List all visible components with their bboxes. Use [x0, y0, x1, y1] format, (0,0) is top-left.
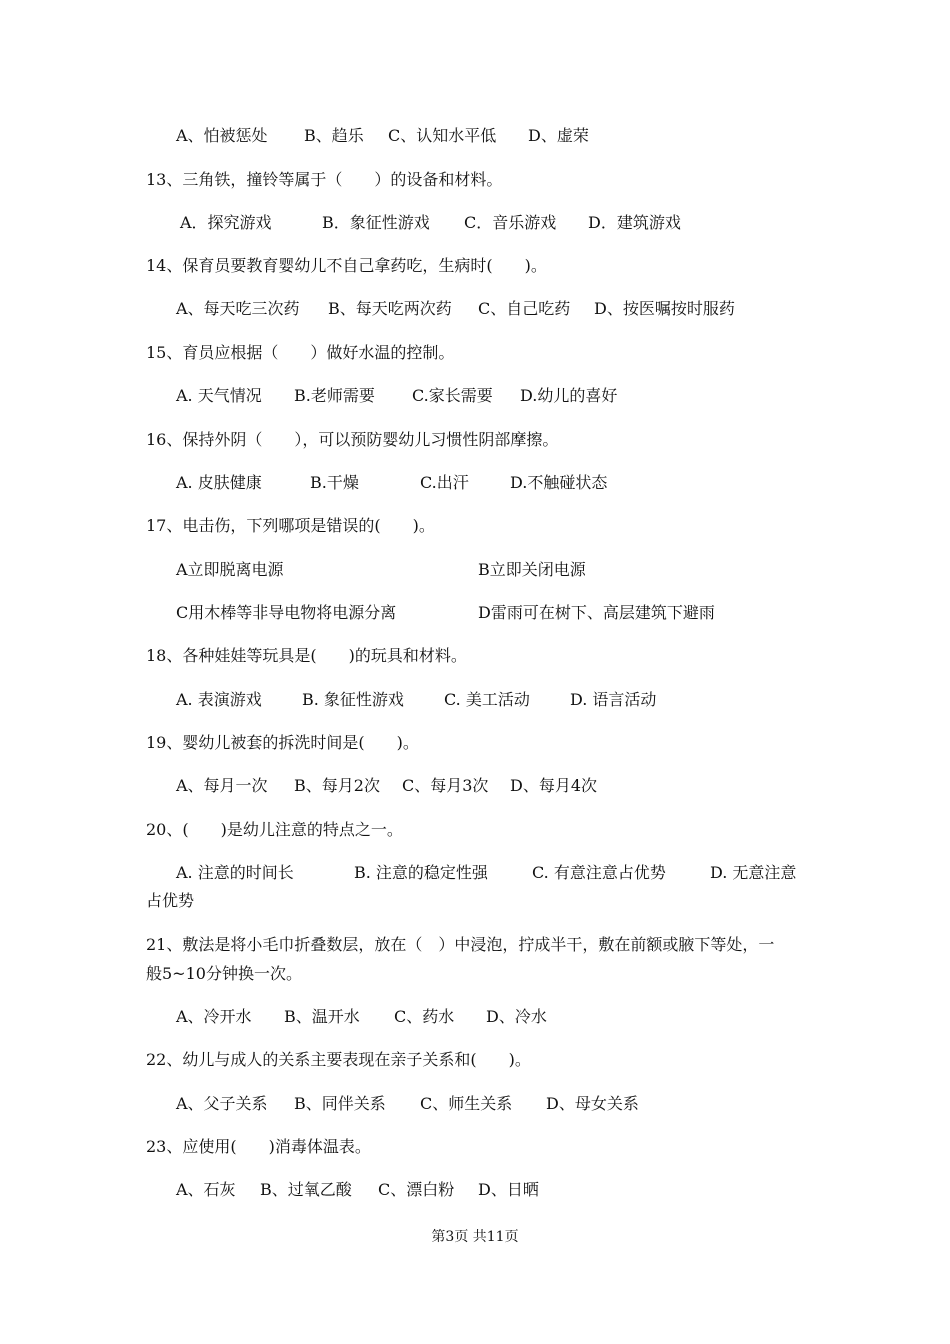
q20-option-b: B. 注意的稳定性强	[354, 863, 488, 882]
q21-option-c: C、药水	[394, 1007, 455, 1026]
q14-option-a: A、每天吃三次药	[176, 299, 300, 318]
q16-option-a: A. 皮肤健康	[176, 473, 262, 492]
q13-option-a: A．探究游戏	[180, 213, 272, 232]
q21-option-b: B、温开水	[284, 1007, 360, 1026]
q15-option-b: B.老师需要	[294, 386, 375, 405]
q21-stem-wrap: 般5~10分钟换一次。	[146, 964, 302, 983]
q20-option-a: A. 注意的时间长	[176, 863, 294, 882]
q20-option-d-wrap: 占优势	[146, 891, 195, 910]
q18-option-b: B. 象征性游戏	[302, 690, 404, 709]
q12-option-a: A、怕被惩处	[176, 126, 268, 145]
q14-option-d: D、按医嘱按时服药	[594, 299, 735, 318]
q13-option-c: C．音乐游戏	[464, 213, 557, 232]
q19-option-a: A、每月一次	[176, 776, 268, 795]
q14-stem: 14、保育员要教育婴幼儿不自己拿药吃，生病时( )。	[146, 256, 547, 275]
q18-stem: 18、各种娃娃等玩具是( )的玩具和材料。	[146, 646, 467, 665]
q23-option-c: C、漂白粉	[378, 1180, 455, 1199]
page-footer: 第3页 共11页	[431, 1229, 519, 1245]
q20-stem: 20、( )是幼儿注意的特点之一。	[146, 820, 403, 839]
q17-option-a: A立即脱离电源	[176, 560, 284, 579]
q18-option-a: A. 表演游戏	[176, 690, 262, 709]
q22-option-b: B、同伴关系	[294, 1094, 386, 1113]
q16-option-c: C.出汗	[420, 473, 469, 492]
q23-option-a: A、石灰	[176, 1180, 236, 1199]
q15-option-c: C.家长需要	[412, 386, 493, 405]
q21-stem: 21、敷法是将小毛巾折叠数层，放在（ ）中浸泡，拧成半干，敷在前额或腋下等处，一	[146, 935, 775, 954]
q17-stem: 17、电击伤，下列哪项是错误的( )。	[146, 516, 435, 535]
q12-option-d: D、虚荣	[528, 126, 589, 145]
q21-option-d: D、冷水	[486, 1007, 547, 1026]
q17-option-d: D雷雨可在树下、高层建筑下避雨	[478, 603, 715, 622]
q18-option-c: C. 美工活动	[444, 690, 530, 709]
q16-option-b: B.干燥	[310, 473, 359, 492]
q13-option-d: D．建筑游戏	[588, 213, 681, 232]
q15-stem: 15、育员应根据（ ）做好水温的控制。	[146, 343, 455, 362]
q14-option-b: B、每天吃两次药	[328, 299, 452, 318]
q14-option-c: C、自己吃药	[478, 299, 571, 318]
q13-option-b: B．象征性游戏	[322, 213, 430, 232]
q19-option-c: C、每月3次	[402, 776, 489, 795]
q15-option-d: D.幼儿的喜好	[520, 386, 618, 405]
q16-option-d: D.不触碰状态	[510, 473, 608, 492]
q23-option-b: B、过氧乙酸	[260, 1180, 352, 1199]
q12-option-b: B、趋乐	[304, 126, 364, 145]
q21-option-a: A、冷开水	[176, 1007, 252, 1026]
q19-stem: 19、婴幼儿被套的拆洗时间是( )。	[146, 733, 419, 752]
q19-option-d: D、每月4次	[510, 776, 598, 795]
q13-stem: 13、三角铁，撞铃等属于（ ）的设备和材料。	[146, 170, 503, 189]
q22-stem: 22、幼儿与成人的关系主要表现在亲子关系和( )。	[146, 1050, 531, 1069]
q16-stem: 16、保持外阴（ ），可以预防婴幼儿习惯性阴部摩擦。	[146, 430, 559, 449]
q23-option-d: D、日晒	[478, 1180, 539, 1199]
q15-option-a: A. 天气情况	[176, 386, 262, 405]
q17-option-b: B立即关闭电源	[478, 560, 586, 579]
q22-option-a: A、父子关系	[176, 1094, 268, 1113]
q20-option-d: D. 无意注意	[710, 863, 797, 882]
q20-option-c: C. 有意注意占优势	[532, 863, 666, 882]
q19-option-b: B、每月2次	[294, 776, 380, 795]
q23-stem: 23、应使用( )消毒体温表。	[146, 1137, 371, 1156]
q18-option-d: D. 语言活动	[570, 690, 657, 709]
q22-option-d: D、母女关系	[546, 1094, 639, 1113]
q17-option-c: C用木棒等非导电物将电源分离	[176, 603, 397, 622]
q12-option-c: C、认知水平低	[388, 126, 497, 145]
q22-option-c: C、师生关系	[420, 1094, 513, 1113]
